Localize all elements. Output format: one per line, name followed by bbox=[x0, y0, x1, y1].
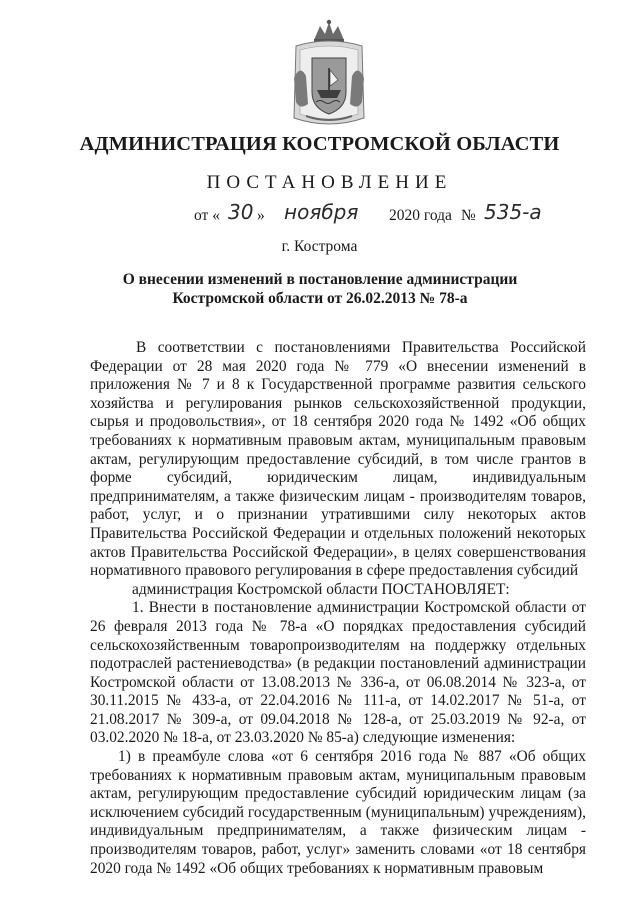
dateline bbox=[0, 196, 639, 230]
date-month: ноября bbox=[284, 200, 359, 224]
document-body bbox=[90, 339, 586, 878]
organization-title: АДМИНИСТРАЦИЯ КОСТРОМСКОЙ ОБЛАСТИ bbox=[79, 133, 560, 155]
item-1-1-paragraph: 1) в преамбуле слова «от 6 сентября 2016 года № 887 «Об общих требованиях к нормативным правовым актам, муниципальным правовым актам, регулирующим предоставление субсидий юридическим лицам (за исключением субсидий государственным (муниципальным) учреждениям), индивидуальным предпринимателям, а также физическим лицам - производителям товаров, работ, услуг» заменить словами «от 18 сентября 2020 года № 1492 «Об общих требованиях к нормативным правовым bbox=[90, 748, 586, 877]
date-day: 30 bbox=[228, 200, 254, 224]
city: г. Кострома bbox=[281, 238, 358, 255]
number-sign: № bbox=[461, 207, 476, 224]
subject-line-2: Костромской области от 26.02.2013 № 78-а bbox=[172, 290, 468, 307]
subject-line-1: О внесении изменений в постановление администрации bbox=[122, 271, 518, 288]
preamble-paragraph: В соответствии с постановлениями Правительства Российской Федерации от 28 мая 2020 года № 779 «О внесении изменений в приложения № 7 и 8 к Государственной программе развития сельского хозяйства и регулирования рынков сельскохозяйственной продукции, сырья и продовольствия», от 18 сентября 2020 года № 1492 «Об общих требованиях к нормативным правовым актам, муниципальным правовым актам, регулирующим предоставление субсидий, в том числе грантов в форме субсидий, юридическим лицам, индивидуальным предпринимателям, а также физическим лицам - производителям товаров, работ, услуг, и о признании утратившими силу некоторых актов Правительства Российской Федерации и отдельных положений некоторых актов Правительства Российской Федерации», в целях совершенствования нормативного правового регулирования в сфере предоставления субсидий bbox=[90, 339, 586, 580]
coat-of-arms-icon bbox=[290, 18, 368, 130]
date-prefix: от « bbox=[194, 207, 220, 224]
date-close-quote: » bbox=[257, 207, 265, 224]
document-subject bbox=[80, 270, 560, 308]
date-year: 2020 года bbox=[389, 207, 452, 224]
document-number: 535-а bbox=[484, 200, 542, 224]
decree-paragraph: администрация Костромской области ПОСТАНОВЛЯЕТ: bbox=[132, 580, 510, 598]
document-type: ПОСТАНОВЛЕНИЕ bbox=[206, 172, 453, 193]
item-1-paragraph: 1. Внести в постановление администрации Костромской области от 26 февраля 2013 года № 78-а «О порядках предоставления субсидий сельскохозяйственным товаропроизводителям на поддержку отдельных подотраслей растениеводства» (в редакции постановлений администрации Костромской области от 13.08.2013 № 336-а, от 06.08.2014 № 323-а, от 30.11.2015 № 433-а, от 22.04.2016 № 111-а, от 14.02.2017 № 51-а, от 21.08.2017 № 309-а, от 09.04.2018 № 128-а, от 25.03.2019 № 92-а, от 03.02.2020 № 18-а, от 23.03.2020 № 85-а) следующие изменения: bbox=[90, 599, 586, 747]
